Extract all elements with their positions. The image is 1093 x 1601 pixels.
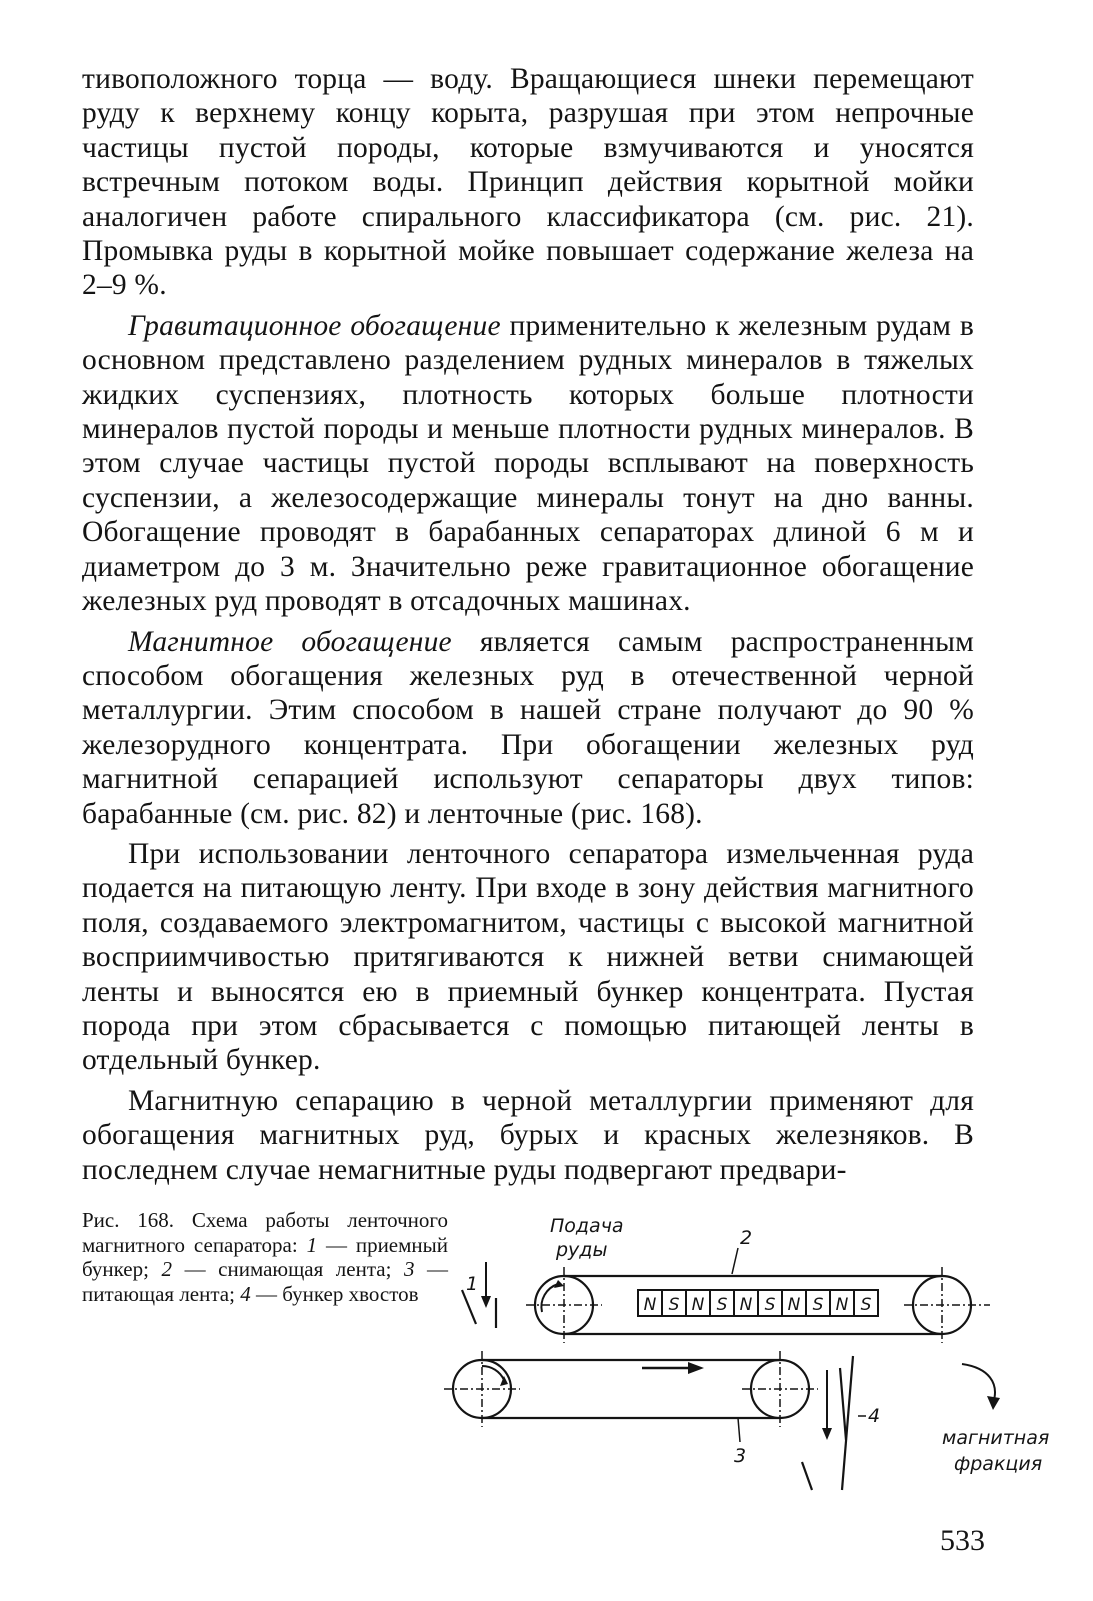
bunker-4-wall xyxy=(840,1368,846,1440)
label-magnetic-line2: фракция xyxy=(954,1453,1043,1475)
paragraph-1 xyxy=(82,62,974,303)
label-magnetic-line1: магнитная xyxy=(942,1427,1050,1449)
legend-text-3: питающая лента; xyxy=(82,1281,235,1306)
magnet-pole-label: N xyxy=(835,1295,849,1315)
legend-text-1: приемный бункер; xyxy=(82,1232,449,1282)
magnet-pole-label: S xyxy=(764,1295,776,1315)
paragraph-4 xyxy=(82,837,974,1078)
magnet-pole-label: S xyxy=(812,1295,824,1315)
label-4: 4 xyxy=(868,1405,881,1427)
leader-line-2 xyxy=(732,1248,738,1274)
magnet-pole-label: N xyxy=(739,1295,753,1315)
paragraph-3-text: является самым распространенным способом обогащения железных руд в отечественной черной металлургии. Этим способом в нашей стране получают до 90 % железорудного концентрата. При обогащении железных руд магнитной сепарацией используют сепараторы двух типов: барабанные (см. рис. 82) и ленточные (рис. 168). xyxy=(82,625,974,830)
legend-text-4: бункер хвостов xyxy=(282,1281,419,1306)
legend-text-2: снимающая лента; xyxy=(218,1257,392,1282)
paragraph-2-italic-lead: Гравитационное обогащение xyxy=(128,309,501,342)
ore-feed-arrowhead-icon xyxy=(481,1296,491,1308)
label-2: 2 xyxy=(740,1227,753,1249)
tailings-arrowhead-icon xyxy=(822,1428,832,1440)
magnet-pole-label: N xyxy=(643,1295,657,1315)
figure-168 xyxy=(82,1208,1050,1508)
magnet-pole-label: N xyxy=(691,1295,705,1315)
label-feed-line2: руды xyxy=(556,1239,608,1261)
leader-line-3 xyxy=(738,1418,740,1442)
rotation-arrow-icon xyxy=(541,1284,558,1312)
paragraph-4-text: При использовании ленточного сепаратора измельченная руда подается на питающую ленту. При входе в зону действия магнитного поля, создаваемого электромагнитом, частицы с высокой магнитной восприимчивостью притягиваются к нижней ветви снимающей ленты и выносятся ею в приемный бункер концентрата. Пустая порода при этом сбрасывается с помощью питающей ленты в отдельный бункер. xyxy=(82,837,974,1077)
page-number: 533 xyxy=(940,1524,985,1557)
paragraph-5-text: Магнитную сепарацию в черной металлургии применяют для обогащения магнитных руд, бурых и красных железняков. В последнем случае немагнитные руды подвергают предвари- xyxy=(82,1084,974,1186)
paragraph-3-italic-lead: Магнитное обогащение xyxy=(128,625,452,658)
separator-diagram xyxy=(442,1200,1050,1500)
magnet-pole-label: S xyxy=(668,1295,680,1315)
figure-caption: Рис. 168. Схема работы ленточного магнитного сепаратора: 1 — приемный бункер; 2 — снимающая лента; 3 — питающая лента; 4 — бункер хвостов xyxy=(82,1208,449,1306)
caption-prefix: Рис. 168. Схема работы ленточного магнитного сепаратора: xyxy=(82,1208,448,1257)
magnet-pole-label: S xyxy=(860,1295,872,1315)
paragraph-5 xyxy=(82,1084,974,1187)
paragraph-1-text: тивоположного торца — воду. Вращающиеся шнеки перемещают руду к верхнему концу корыта, разрушая при этом непрочные частицы пустой породы, которые взмучиваются и уносятся встречным потоком воды. Принцип действия корытной мойки аналогичен работе спирального классификатора (см. рис. 21). Промывка руды в корытной мойке повышает содержание железа на 2–9 %. xyxy=(82,63,974,302)
label-1: 1 xyxy=(466,1273,479,1295)
bunker-1-wall xyxy=(462,1290,476,1324)
magnetic-fraction-arrowhead-icon xyxy=(987,1396,1000,1410)
label-feed-line1: Подача xyxy=(550,1215,624,1237)
rotation-arrowhead-icon xyxy=(500,1376,508,1386)
legend-num-3: 3 xyxy=(403,1257,415,1282)
paragraph-2 xyxy=(82,309,974,619)
magnetic-fraction-arrow xyxy=(962,1364,995,1400)
legend-num-2: 2 xyxy=(161,1257,173,1282)
paragraph-2-text: применительно к железным рудам в основном представлено разделением рудных минералов в тяжелых жидких суспензиях, плотность которых больше плотности минералов пустой породы и меньше плотности рудных минералов. В этом случае частицы пустой породы всплывают на поверхность суспензии, а железосодержащие минералы тонут на дно ванны. Обогащение проводят в барабанных сепараторах длиной 6 м и диаметром до 3 м. Значительно реже гравитационное обогащение железных руд проводят в отсадочных машинах. xyxy=(82,309,974,618)
label-3: 3 xyxy=(734,1445,747,1467)
legend-num-4: 4 xyxy=(240,1281,251,1306)
magnet-pole-label: N xyxy=(787,1295,801,1315)
magnet-block xyxy=(638,1290,878,1316)
magnet-pole-label: S xyxy=(716,1295,728,1315)
belt-motion-arrowhead-icon xyxy=(688,1362,704,1374)
bunker-4-wall xyxy=(802,1462,812,1490)
page-body xyxy=(82,62,974,1187)
legend-num-1: 1 xyxy=(306,1232,318,1257)
paragraph-3 xyxy=(82,625,974,831)
